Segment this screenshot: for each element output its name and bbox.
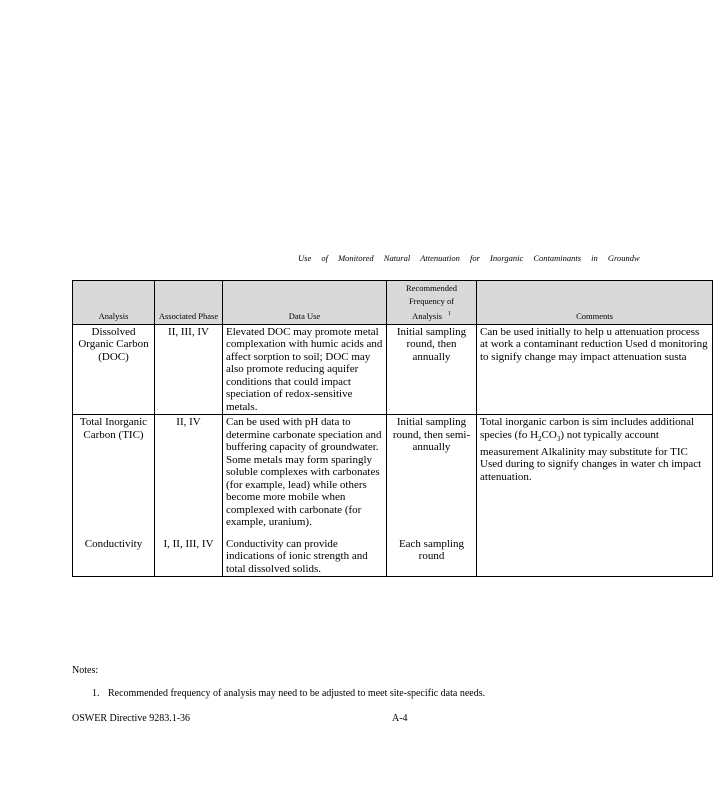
notes-label: Notes: (72, 665, 99, 676)
row-comments (477, 530, 713, 577)
table-row (73, 415, 713, 530)
row-data-use: Elevated DOC may promote metal complexation with humic acids and affect sorption to soil; DOC may also promote reducing aquifer conditions that could impact speciation of redox-sensitive metals. (223, 324, 387, 415)
row-analysis: Dissolved Organic Carbon (DOC) (73, 324, 155, 415)
row-frequency: Each sampling round (387, 530, 477, 577)
comments-text-end: ) not typically account measurement Alkalinity may substitute for TIC Used during to signify changes in water ch impact attenuation. (480, 428, 702, 483)
note-text: Recommended frequency of analysis may need to be adjusted to meet site-specific data needs. (108, 688, 486, 699)
header-frequency (387, 281, 477, 325)
row-frequency: Initial sampling round, then semi-annually (387, 415, 477, 530)
header-comments: Comments (477, 281, 713, 325)
table-row (73, 530, 713, 577)
comments-text-start: Total inorganic carbon is sim includes additional species (fo (480, 416, 695, 441)
header-phase: Associated Phase (155, 281, 223, 325)
row-comments: Can be used initially to help u attenuation process at work a contaminant reduction Used d monitoring to signify change may impact attenuation susta (477, 324, 713, 415)
row-phase: II, III, IV (155, 324, 223, 415)
row-analysis: Conductivity (73, 530, 155, 577)
header-data-use: Data Use (223, 281, 387, 325)
note-item (92, 688, 485, 699)
row-data-use: Can be used with pH data to determine carbonate speciation and buffering capacity of groundwater. Some metals may form sparingly soluble complexes with carbonates (for example, lead) while others become more mobile when complexed with carbonate (for example, uranium). (223, 415, 387, 530)
row-data-use: Conductivity can provide indications of ionic strength and total dissolved solids. (223, 530, 387, 577)
row-analysis: Total Inorganic Carbon (TIC) (73, 415, 155, 530)
row-phase: II, IV (155, 415, 223, 530)
note-number: 1. (92, 688, 100, 699)
row-frequency: Initial sampling round, then annually (387, 324, 477, 415)
header-analysis: Analysis (73, 281, 155, 325)
row-comments (477, 415, 713, 530)
row-phase: I, II, III, IV (155, 530, 223, 577)
footer-page-number: A-4 (392, 713, 408, 724)
table-header-row (73, 281, 713, 325)
formula-carbonic-acid: $H_2CO_3$ (530, 428, 561, 444)
table-row (73, 324, 713, 415)
header-frequency-label: Recommended Frequency of Analysis (406, 283, 457, 321)
footnote-marker: 1 (447, 311, 451, 317)
running-header: Use of Monitored Natural Attenuation for Inorganic Contaminants in Groundw (298, 253, 640, 263)
analysis-table (72, 280, 708, 575)
footer-directive: OSWER Directive 9283.1-36 (72, 713, 191, 724)
